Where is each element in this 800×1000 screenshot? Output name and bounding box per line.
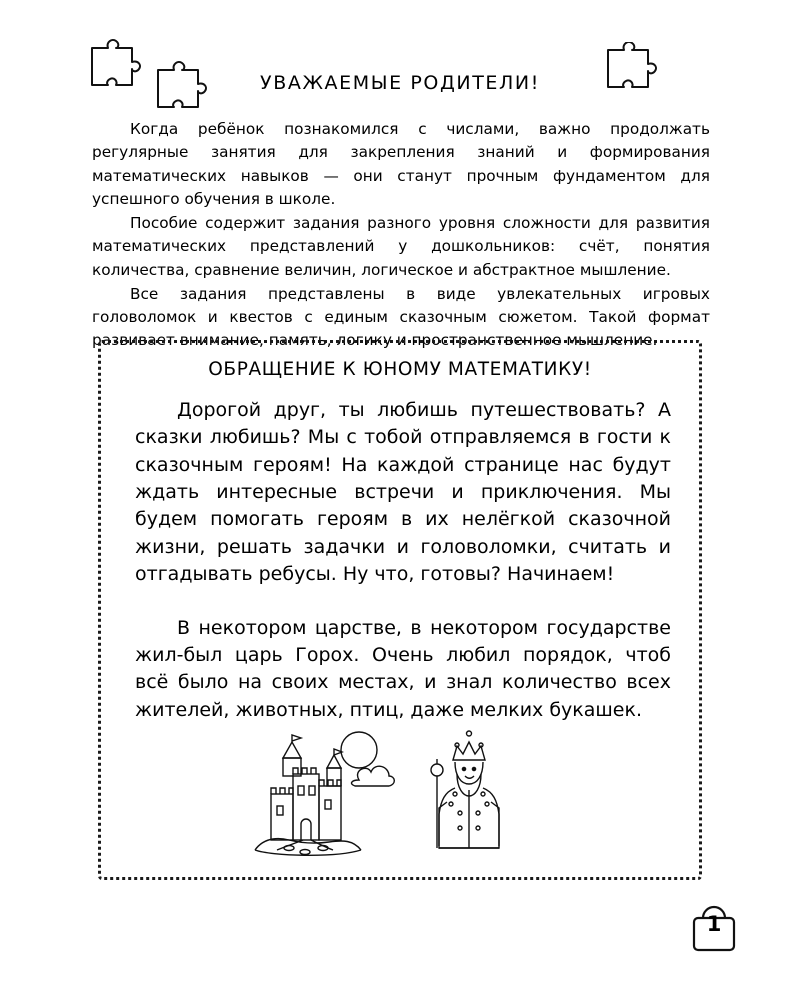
illustration-castle-and-king xyxy=(241,728,571,863)
intro-paragraph: Все задания представлены в виде увлекательных игровых головоломок и квестов с единым сказочным сюжетом. Такой формат развивает внимание, память, логику и пространственное мышление. xyxy=(92,284,710,350)
puzzle-piece-icon xyxy=(82,38,144,96)
address-to-young-mathematician-box xyxy=(98,340,702,880)
page-header xyxy=(70,36,730,114)
box-paragraph-2: В некотором царстве, в некотором государстве жил-был царь Горох. Очень любил порядок, чтоб всё было на своих местах, и знал количество всех жителей, животных, птиц, даже мелких букашек. xyxy=(135,616,671,721)
box-body xyxy=(135,397,671,724)
intro-text xyxy=(92,118,710,353)
intro-paragraph: Когда ребёнок познакомился с числами, важно продолжать регулярные занятия для закрепления знаний и формирования математических навыков — они станут прочным фундаментом для успешного обучения в школе. xyxy=(92,120,710,208)
page-title: УВАЖАЕМЫЕ РОДИТЕЛИ! xyxy=(260,72,540,94)
box-title: ОБРАЩЕНИЕ К ЮНОМУ МАТЕМАТИКУ! xyxy=(208,359,592,380)
box-paragraph-1: Дорогой друг, ты любишь путешествовать? А сказки любишь? Мы с тобой отправляемся в гости к сказочным героям! На каждой странице нас будут ждать интересные встречи и приключения. Мы будем помогать героям в их нелёгкой сказочной жизни, решать задачки и головоломки, считать и отгадывать ребусы. Ну что, готовы? Начинаем! xyxy=(135,399,671,586)
intro-paragraph: Пособие содержит задания разного уровня сложности для развития математических представлений у дошкольников: счёт, понятия количества, сравнение величин, логическое и абстрактное мышление. xyxy=(92,214,710,279)
page-number: 1 xyxy=(706,912,722,936)
page-number-badge xyxy=(686,898,742,954)
castle-icon xyxy=(255,732,394,855)
king-character-icon xyxy=(431,731,499,848)
